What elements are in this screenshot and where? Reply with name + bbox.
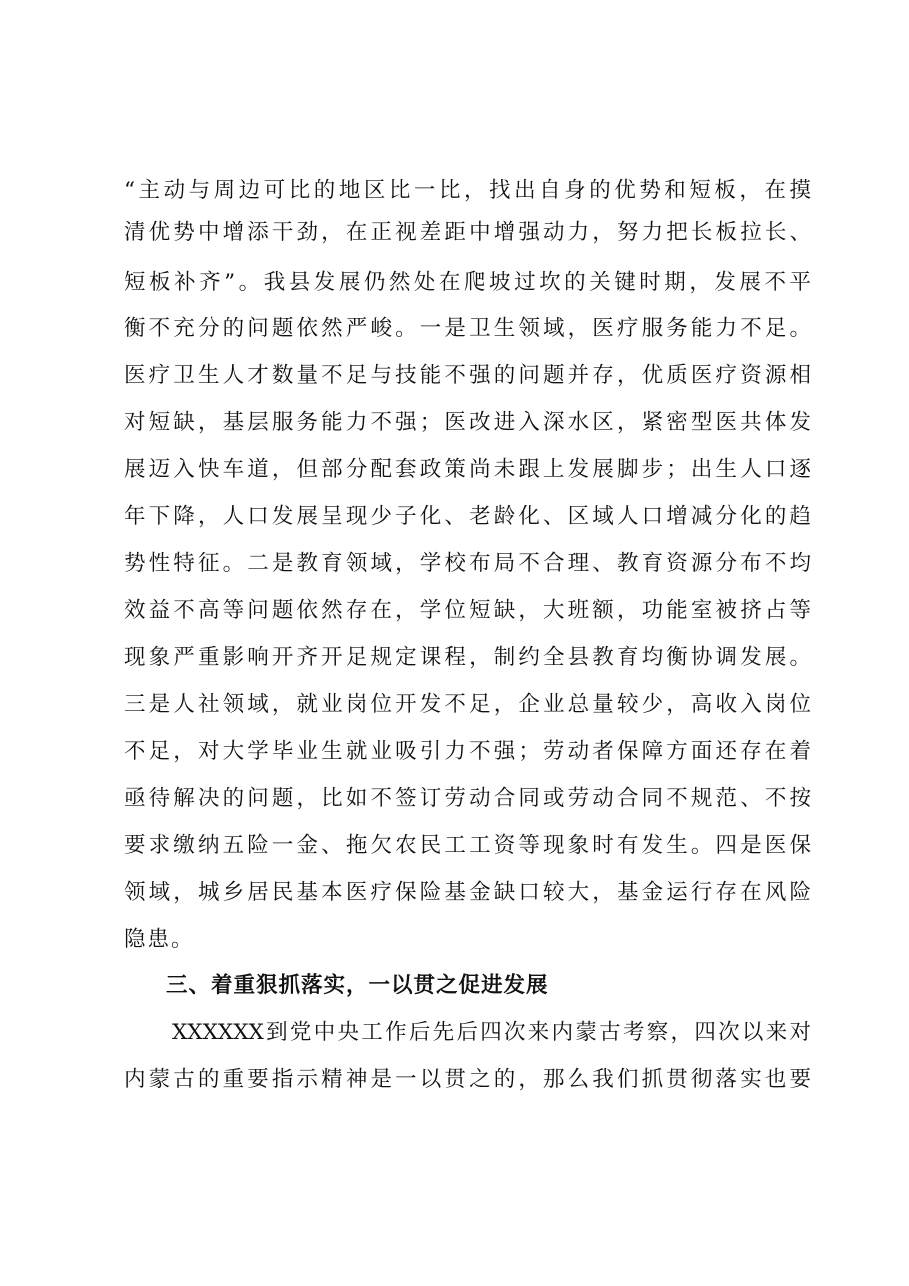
text-line: “主动与周边可比的地区比一比，找出自身的优势和短板，在摸 [124, 178, 811, 203]
text-line: 现象严重影响开齐开足规定课程，制约全县教育均衡协调发展。 [124, 645, 811, 670]
text-line: 亟待解决的问题，比如不签订劳动合同或劳动合同不规范、不按 [124, 786, 811, 811]
text-line: 不足，对大学毕业生就业吸引力不强；劳动者保障方面还存在着 [124, 739, 811, 764]
text-line: 领域，城乡居民基本医疗保险基金缺口较大，基金运行存在风险 [124, 880, 811, 905]
text-line: 衡不充分的问题依然严峻。一是卫生领域，医疗服务能力不足。 [124, 316, 811, 341]
text-line: 年下降，人口发展呈现少子化、老龄化、区域人口增减分化的趋 [124, 504, 811, 529]
text-line: 展迈入快车道，但部分配套政策尚未跟上发展脚步；出生人口逐 [124, 457, 811, 482]
text-line: 对短缺，基层服务能力不强；医改进入深水区，紧密型医共体发 [124, 410, 811, 435]
text-line: 内蒙古的重要指示精神是一以贯之的，那么我们抓贯彻落实也要 [124, 1067, 811, 1092]
text-line: 清优势中增添干劲，在正视差距中增强动力，努力把长板拉长、 [124, 220, 811, 245]
text-line: 短板补齐”。我县发展仍然处在爬坡过坎的关键时期，发展不平 [124, 270, 811, 295]
text-line: XXXXXX到党中央工作后先后四次来内蒙古考察，四次以来对 [172, 1020, 811, 1045]
text-line: 要求缴纳五险一金、拖欠农民工工资等现象时有发生。四是医保 [124, 833, 811, 858]
text-line: 效益不高等问题依然存在，学位短缺，大班额，功能室被挤占等 [124, 598, 811, 623]
section-heading: 三、着重狠抓落实，一以贯之促进发展 [166, 973, 549, 998]
text-line: 三是人社领域，就业岗位开发不足，企业总量较少，高收入岗位 [124, 692, 811, 717]
text-line: 势性特征。二是教育领域，学校布局不合理、教育资源分布不均 [124, 551, 811, 576]
text-line: 医疗卫生人才数量不足与技能不强的问题并存，优质医疗资源相 [124, 363, 811, 388]
text-line: 隐患。 [124, 927, 195, 952]
